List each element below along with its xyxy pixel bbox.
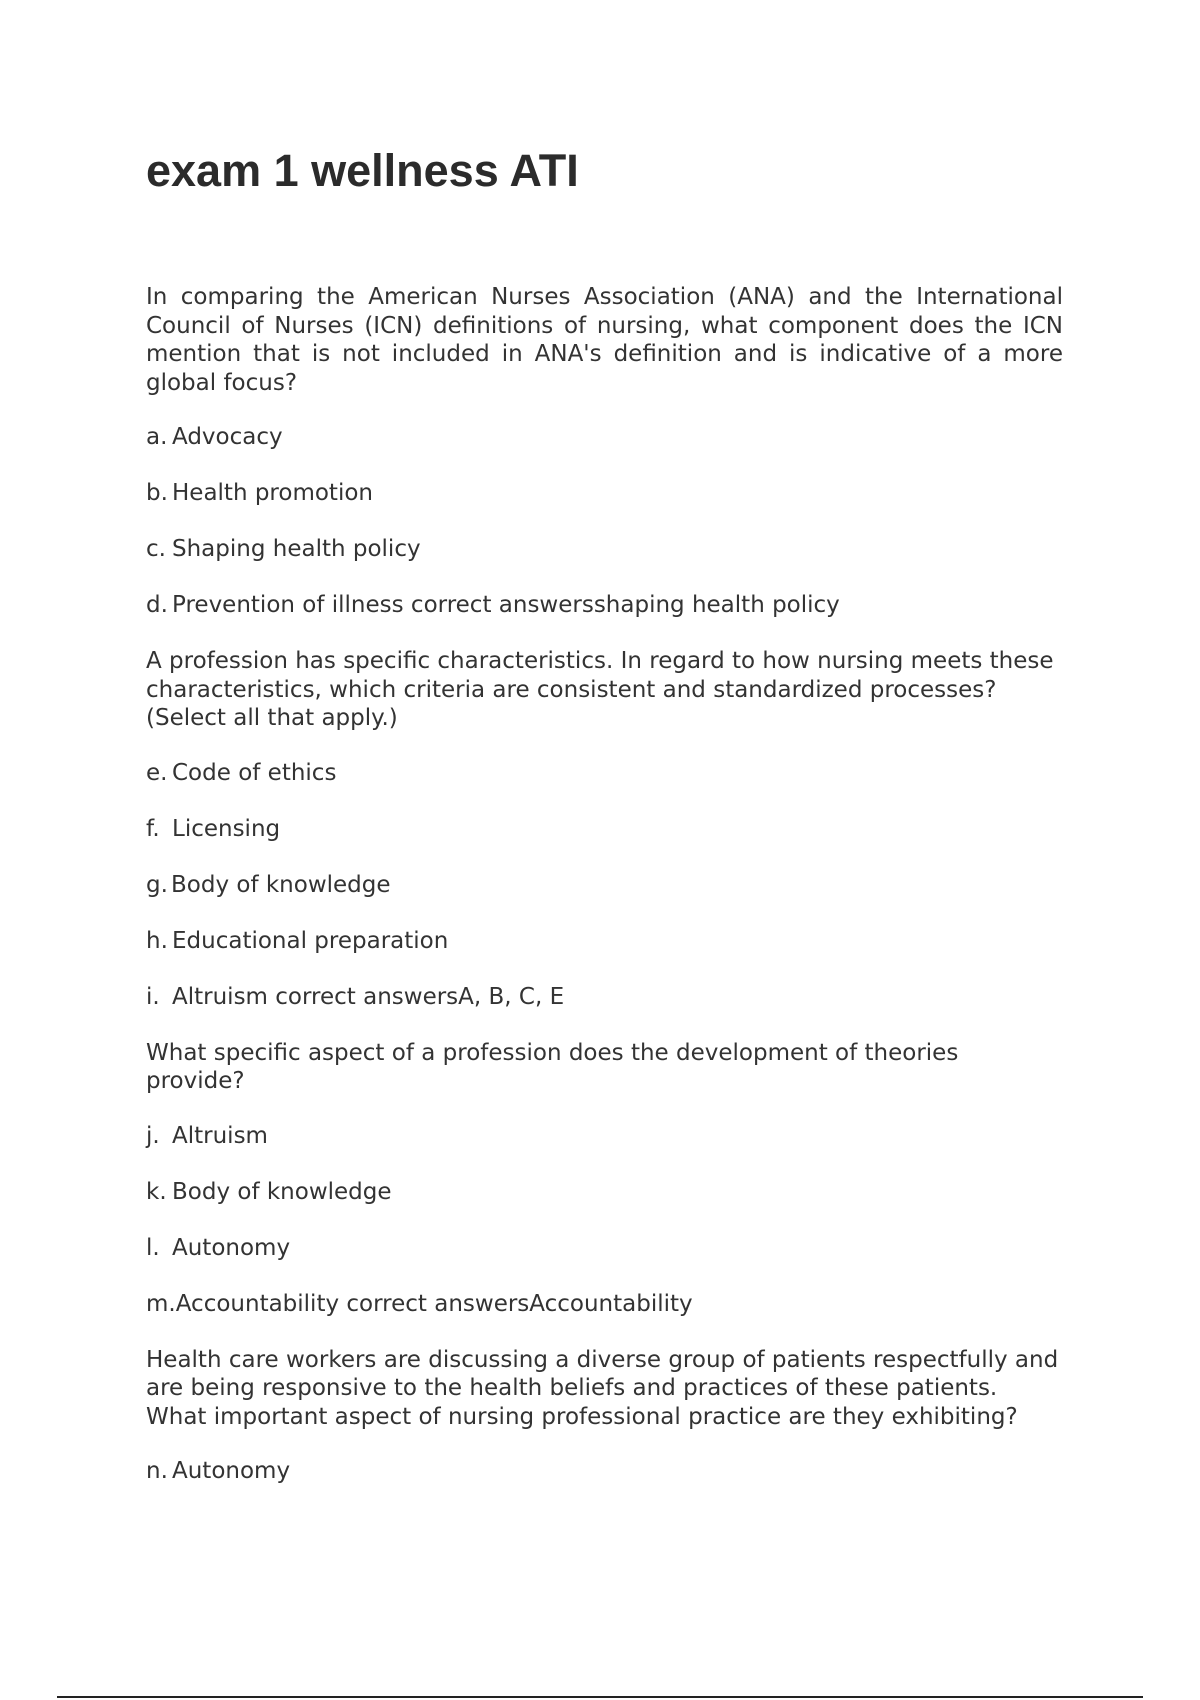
option-text: Altruism: [172, 1122, 268, 1149]
answer-option: [146, 983, 1063, 1011]
option-text: Prevention of illness correct answersshaping health policy: [172, 592, 840, 618]
option-text: Health promotion: [172, 480, 373, 506]
question-block: [146, 1346, 1063, 1486]
question-text: What specific aspect of a profession does the development of theories provide?: [146, 1039, 959, 1094]
page-title: exam 1 wellness ATI: [146, 145, 579, 196]
answer-option: [146, 871, 1063, 899]
option-letter: k.: [146, 1178, 167, 1205]
option-text: Educational preparation: [172, 927, 449, 954]
answer-option: [146, 1234, 1063, 1262]
option-letter: i.: [146, 983, 160, 1010]
option-text: Shaping health policy: [172, 536, 421, 562]
option-text: Autonomy: [172, 1234, 291, 1261]
option-letter: l.: [146, 1234, 160, 1261]
option-letter: n.: [146, 1458, 168, 1484]
option-text: Body of knowledge: [172, 1178, 392, 1205]
answer-option: [146, 1122, 1063, 1150]
question-text: Health care workers are discussing a diverse group of patients respectfully and are being responsive to the health beliefs and practices of these patients. What important aspect of nursing professional practice are they exhibiting?: [146, 1346, 1059, 1430]
question-block: [146, 1039, 1063, 1318]
question-text: A profession has specific characteristics. In regard to how nursing meets these characteristics, which criteria are consistent and standardized processes? (Select all that apply.): [146, 648, 1054, 731]
answer-option: [146, 1178, 1063, 1206]
option-text: Body of knowledge: [171, 871, 391, 898]
question-text: In comparing the American Nurses Association (ANA) and the International Council of Nurses (ICN) definitions of nursing, what component does the ICN mention that is not included in ANA's definition and is indicative of a more global focus?: [146, 284, 1063, 396]
option-text: Code of ethics: [172, 759, 337, 786]
option-letter: f.: [146, 815, 160, 842]
option-text: Advocacy: [172, 424, 283, 450]
document-body: [146, 283, 1063, 1513]
option-text: Accountability correct answersAccountability: [175, 1290, 693, 1317]
question-block: [146, 647, 1063, 1011]
answer-option: [146, 815, 1063, 843]
option-text: Autonomy: [172, 1458, 291, 1484]
option-letter: b.: [146, 480, 168, 506]
option-letter: g.: [146, 871, 168, 898]
answer-option: [146, 479, 1063, 507]
answer-option: [146, 759, 1063, 787]
answer-option: [146, 1290, 1063, 1318]
answer-option: [146, 535, 1063, 563]
option-letter: e.: [146, 759, 168, 786]
option-letter: d.: [146, 592, 168, 618]
footer-divider: [57, 1696, 1143, 1698]
option-letter: h.: [146, 927, 168, 954]
option-text: Altruism correct answersA, B, C, E: [172, 983, 565, 1010]
option-letter: m.: [146, 1290, 176, 1317]
answer-option: [146, 423, 1063, 451]
option-letter: c.: [146, 536, 166, 562]
option-letter: j.: [146, 1122, 160, 1149]
answer-option: [146, 1457, 1063, 1485]
option-letter: a.: [146, 424, 168, 450]
answer-option: [146, 591, 1063, 619]
question-block: [146, 283, 1063, 619]
answer-option: [146, 927, 1063, 955]
option-text: Licensing: [172, 815, 281, 842]
